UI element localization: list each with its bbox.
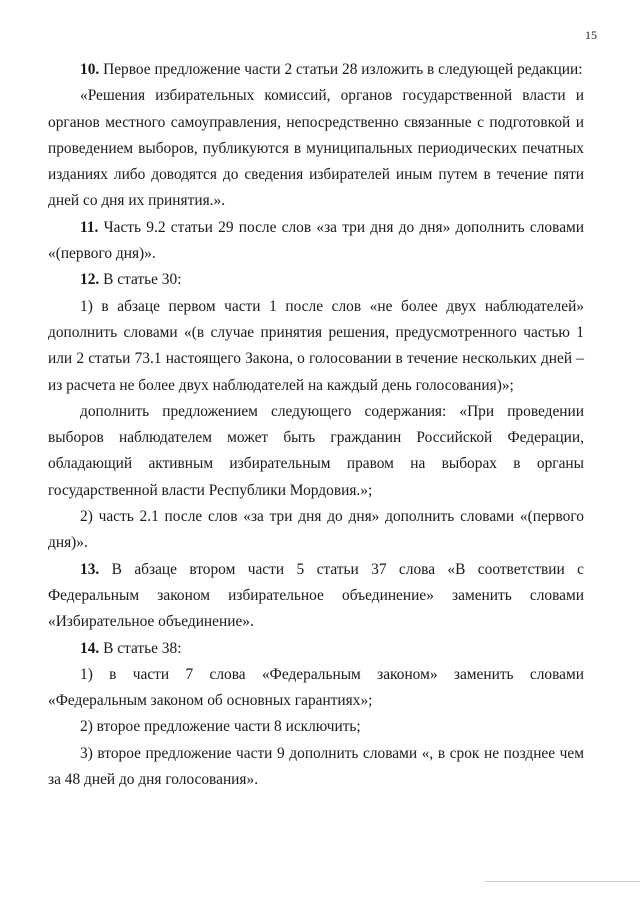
item-number: 13. xyxy=(80,560,100,578)
item-number: 12. xyxy=(80,271,100,289)
paragraph-text: 1) в части 7 слова «Федеральным законом» заменить словами «Федеральным законом об основных гарантиях»; xyxy=(48,665,584,710)
paragraph-13 xyxy=(48,557,584,636)
paragraph-14-3 xyxy=(48,741,584,794)
paragraph-12 xyxy=(48,267,584,293)
paragraph-text: В статье 38: xyxy=(99,639,182,657)
paragraph-text: В статье 30: xyxy=(99,271,182,289)
page-number: 15 xyxy=(585,28,597,42)
paragraph-text: 3) второе предложение части 9 дополнить словами «, в срок не позднее чем за 48 дней до дня голосования». xyxy=(48,744,584,789)
paragraph-12-1 xyxy=(48,294,584,399)
paragraph-12-1-addition xyxy=(48,399,584,504)
paragraph-12-2 xyxy=(48,504,584,557)
paragraph-10-quote xyxy=(48,83,584,214)
paragraph-text: 1) в абзаце первом части 1 после слов «не более двух наблюдателей» дополнить словами «(в случае принятия решения, предусмотренного частью 1 или 2 статьи 73.1 настоящего Закона, о голосовании в течение нескольких дней – из расчета не более двух наблюдателей на каждый день голосования)»; xyxy=(48,297,584,394)
paragraph-text: В абзаце втором части 5 статьи 37 слова «В соответствии с Федеральным законом избирательное объединение» заменить словами «Избирательное объединение». xyxy=(48,560,584,631)
paragraph-14-2 xyxy=(48,714,584,740)
item-number: 10. xyxy=(80,61,100,78)
paragraph-text: «Решения избирательных комиссий, органов государственной власти и органов местного самоуправления, непосредственно связанные с подготовкой и проведением выборов, публикуются в муниципальных периодических печатных изданиях либо доводятся до сведения избирателей иным путем в течение пяти дней со дня их принятия.». xyxy=(48,87,584,210)
paragraph-14 xyxy=(48,636,584,662)
item-number: 14. xyxy=(80,639,100,657)
item-number: 11. xyxy=(80,218,99,236)
paragraph-text: 2) второе предложение части 8 исключить; xyxy=(80,718,361,736)
paragraph-10 xyxy=(48,57,584,83)
scan-edge-line xyxy=(484,881,640,882)
paragraph-11 xyxy=(48,215,584,268)
paragraph-text: дополнить предложением следующего содержания: «При проведении выборов наблюдателем может быть гражданин Российской Федерации, обладающий активным избирательным правом на выборах в органы государственной власти Республики Мордовия.»; xyxy=(48,402,584,499)
paragraph-text: 2) часть 2.1 после слов «за три дня до дня» дополнить словами «(первого дня)». xyxy=(48,508,584,552)
paragraph-text: Часть 9.2 статьи 29 после слов «за три дня до дня» дополнить словами «(первого дня)». xyxy=(48,218,584,263)
document-body xyxy=(48,57,584,793)
paragraph-text: Первое предложение части 2 статьи 28 изложить в следующей редакции: xyxy=(99,61,583,78)
paragraph-14-1 xyxy=(48,662,584,715)
